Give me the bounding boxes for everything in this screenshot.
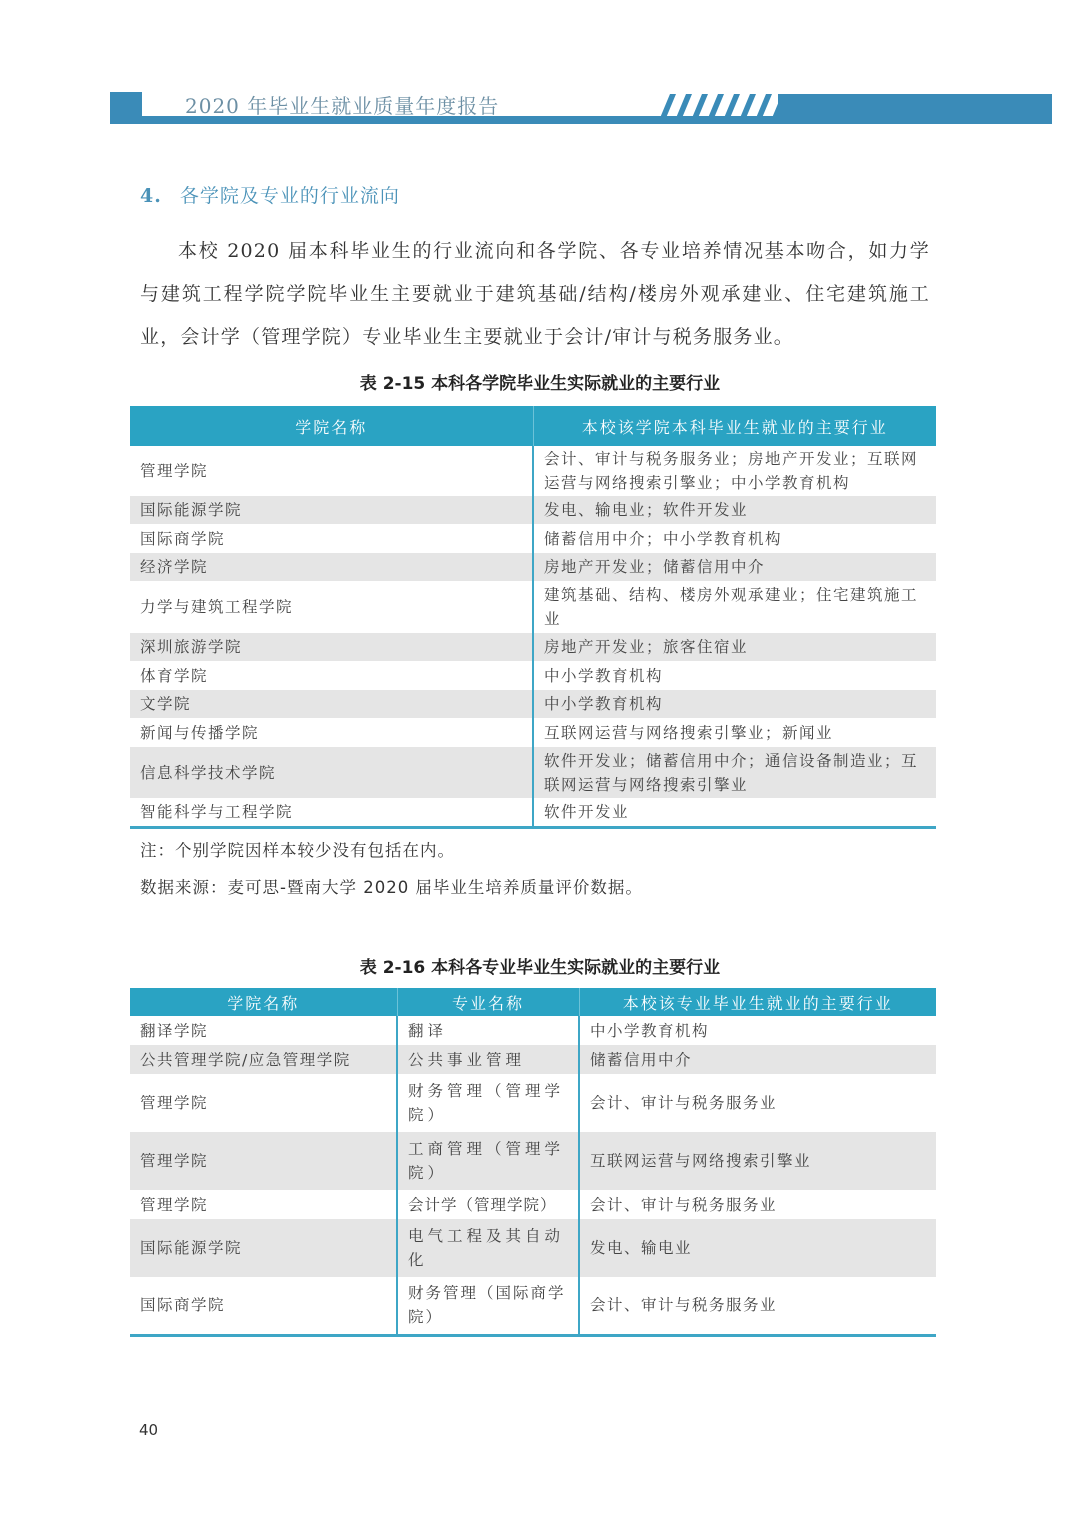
table-2-15 — [130, 406, 936, 829]
page-header — [110, 92, 1052, 124]
section-number: 4. — [140, 185, 162, 207]
industries-cell: 发电、输电业 — [579, 1219, 936, 1277]
industries-cell: 中小学教育机构 — [533, 661, 936, 690]
college-cell: 翻译学院 — [140, 1021, 209, 1040]
section-heading — [140, 181, 400, 208]
report-title: 2020 年毕业生就业质量年度报告 — [185, 94, 500, 118]
table-row — [130, 690, 936, 718]
major-cell: 公共事业管理 — [397, 1045, 579, 1074]
table-row — [130, 1045, 936, 1074]
industries-cell: 建筑基础、结构、楼房外观承建业；住宅建筑施工业 — [533, 581, 936, 633]
college-cell: 公共管理学院/应急管理学院 — [130, 1045, 397, 1074]
table-2-16-caption: 表 2-16 本科各专业毕业生实际就业的主要行业 — [359, 958, 721, 978]
industries-cell: 发电、输电业；软件开发业 — [533, 496, 936, 524]
college-cell: 文学院 — [130, 690, 533, 718]
industries-cell: 软件开发业 — [533, 798, 936, 827]
column-header-major: 专业名称 — [397, 988, 579, 1016]
college-cell: 管理学院 — [140, 1195, 209, 1214]
column-header-college: 学院名称 — [130, 406, 533, 446]
body-paragraph: 本校 2020 届本科毕业生的行业流向和各学院、各专业培养情况基本吻合，如力学与建筑工程学院学院毕业生主要就业于建筑基础/结构/楼房外观承建业、住宅建筑施工业，会计学（管理学院）专业毕业生主要就业于会计/审计与税务服务业。 — [140, 240, 930, 348]
industries-cell: 会计、审计与税务服务业 — [579, 1277, 936, 1335]
table-row — [130, 747, 936, 798]
table-row — [130, 633, 936, 661]
table-row — [130, 1074, 936, 1132]
industries-cell: 会计、审计与税务服务业 — [579, 1074, 936, 1132]
column-header-industries: 本校该专业毕业生就业的主要行业 — [579, 988, 936, 1016]
major-cell: 翻译 — [397, 1016, 579, 1045]
industries-cell: 储蓄信用中介 — [579, 1045, 936, 1074]
college-cell: 国际能源学院 — [130, 496, 533, 524]
industries-cell: 储蓄信用中介；中小学教育机构 — [533, 524, 936, 553]
section-title: 各学院及专业的行业流向 — [179, 185, 400, 207]
college-cell: 体育学院 — [140, 666, 209, 685]
major-cell: 财务管理（国际商学院） — [397, 1277, 579, 1335]
table-row — [130, 524, 936, 553]
college-cell: 力学与建筑工程学院 — [140, 598, 294, 616]
table-row — [130, 661, 936, 690]
industries-cell: 房地产开发业；储蓄信用中介 — [533, 553, 936, 581]
major-cell: 工商管理（管理学院） — [397, 1132, 579, 1190]
college-cell: 智能科学与工程学院 — [130, 798, 533, 827]
major-cell: 电气工程及其自动化 — [397, 1219, 579, 1277]
page-number: 40 — [139, 1421, 159, 1439]
industries-cell: 房地产开发业；旅客住宿业 — [533, 633, 936, 661]
industries-cell: 中小学教育机构 — [533, 690, 936, 718]
table-row — [130, 446, 936, 496]
header-bar-decoration — [778, 94, 1052, 124]
college-cell: 国际能源学院 — [130, 1219, 397, 1277]
table-2-15-caption: 表 2-15 本科各学院毕业生实际就业的主要行业 — [359, 374, 721, 394]
table-row — [130, 1219, 936, 1277]
table-row — [130, 1016, 936, 1045]
college-cell: 管理学院 — [130, 1132, 397, 1190]
table-row — [130, 1277, 936, 1335]
major-cell: 财务管理（管理学院） — [397, 1074, 579, 1132]
table-row — [130, 581, 936, 633]
college-cell: 新闻与传播学院 — [140, 723, 260, 742]
college-cell: 国际商学院 — [130, 1277, 397, 1335]
industries-cell: 软件开发业；储蓄信用中介；通信设备制造业；互联网运营与网络搜索引擎业 — [533, 747, 936, 798]
table-row — [130, 553, 936, 581]
table-row — [130, 718, 936, 747]
industries-cell: 会计、审计与税务服务业 — [579, 1190, 936, 1219]
table-row — [130, 798, 936, 827]
table-row — [130, 496, 936, 524]
industries-cell: 互联网运营与网络搜索引擎业 — [579, 1132, 936, 1190]
college-cell: 国际商学院 — [140, 529, 226, 548]
table-row — [130, 1190, 936, 1219]
data-source: 数据来源：麦可思-暨南大学 2020 届毕业生培养质量评价数据。 — [140, 878, 643, 897]
table-2-16 — [130, 988, 936, 1337]
industries-cell: 中小学教育机构 — [579, 1016, 936, 1045]
table-row — [130, 1132, 936, 1190]
college-cell: 管理学院 — [140, 1094, 209, 1112]
industries-cell: 互联网运营与网络搜索引擎业；新闻业 — [533, 718, 936, 747]
industries-cell: 会计、审计与税务服务业；房地产开发业；互联网运营与网络搜索引擎业；中小学教育机构 — [533, 446, 936, 496]
table-note: 注：个别学院因样本较少没有包括在内。 — [140, 841, 455, 860]
college-cell: 经济学院 — [130, 553, 533, 581]
college-cell: 管理学院 — [140, 462, 209, 480]
major-cell: 会计学（管理学院） — [397, 1190, 579, 1219]
college-cell: 深圳旅游学院 — [130, 633, 533, 661]
college-cell: 信息科学技术学院 — [130, 747, 533, 798]
column-header-industries: 本校该学院本科毕业生就业的主要行业 — [533, 406, 936, 446]
column-header-college: 学院名称 — [130, 988, 397, 1016]
